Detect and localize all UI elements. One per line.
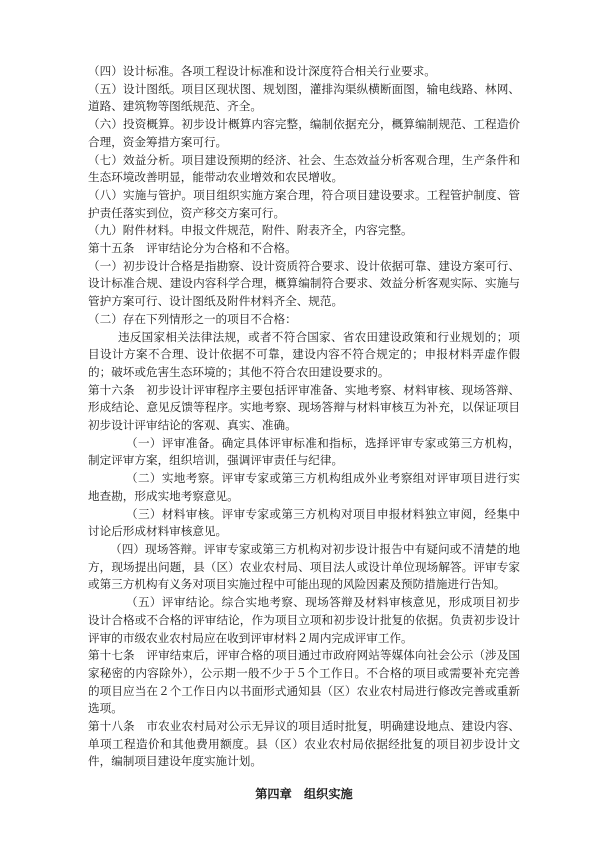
article-15: 第十五条 评审结论分为合格和不合格。: [88, 241, 297, 256]
paragraph-qualified-definition: （一）初步设计合格是指勘察、设计资质符合要求、设计依据可靠、建设方案可行、设计标准合规、建设内容科学合理，概算编制符合要求、效益分析客观实际、实施与管护方案可行、设计图纸及附件材料齐全、规范。: [88, 258, 520, 309]
article-17: 第十七条 评审结束后，评审合格的项目通过市政府网站等媒体向社会公示（涉及国家秘密的内容除外），公示期一般不少于５个工作日。不合格的项目或需要补充完善的项目应当在２个工作日内以书面形式通知县（区）农业农村局进行修改完善或重新选项。: [88, 648, 520, 716]
paragraph-design-standard: （四）设计标准。各项工程设计标准和设计深度符合相关行业要求。: [88, 64, 436, 78]
paragraph-attachments: （九）附件材料。申报文件规范，附件、附表齐全，内容完整。: [88, 223, 413, 238]
paragraph-unqualified-cases: 违反国家相关法律法规，或者不符合国家、省农田建设政策和行业规划的；项目设计方案不合理、设计依据不可靠，建设内容不符合规定的；申报材料弄虚作假的；破坏或危害生态环境的；其他不符合农田建设要求的。: [88, 329, 520, 379]
paragraph-implementation-management: （八）实施与管护。项目组织实施方案合理，符合项目建设要求。工程管护制度、管护责任落实到位，资产移交方案可行。: [88, 187, 520, 220]
article-18: 第十八条 市农业农村局对公示无异议的项目适时批复，明确建设地点、建设内容、单项工程造价和其他费用额度。县（区）农业农村局依据经批复的项目初步设计文件，编制项目建设年度实施计划。: [88, 719, 520, 769]
document-body: [88, 63, 520, 803]
paragraph-material-review: （三）材料审核。评审专家或第三方机构对项目申报材料独立审阅，经集中讨论后形成材料审核意见。: [88, 506, 520, 539]
paragraph-unqualified-intro: （二）存在下列情形之一的项目不合格：: [88, 311, 297, 326]
paragraph-onsite-defense: （四）现场答辩。评审专家或第三方机构对初步设计报告中有疑问或不清楚的地方，现场提出问题，县（区）农业农村局、项目法人或设计单位现场解答。评审专家或第三方机构有义务对项目实施过程中可能出现的风险因素及预防措施进行告知。: [88, 541, 520, 592]
chapter-heading: 第四章 组织实施: [255, 787, 353, 802]
paragraph-review-conclusion: （五）评审结论。综合实地考察、现场答辩及材料审核意见，形成项目初步设计合格或不合格的评审结论，作为项目立项和初步设计批复的依据。负责初步设计评审的市级农业农村局应在收到评审材料２周内完成评审工作。: [88, 595, 520, 645]
paragraph-site-inspection: （二）实地考察。评审专家或第三方机构组成外业考察组对评审项目进行实地查勘，形成实地考察意见。: [88, 471, 520, 503]
article-16: 第十六条 初步设计评审程序主要包括评审准备、实地考察、材料审核、现场答辩、形成结论、意见反馈等程序。实地考察、现场答辩与材料审核互为补充，以保证项目初步设计评审结论的客观、真实、准确。: [88, 382, 520, 433]
paragraph-review-preparation: （一）评审准备。确定具体评审标准和指标，选择评审专家或第三方机构，制定评审方案，组织培训，强调评审责任与纪律。: [88, 435, 520, 468]
paragraph-benefit-analysis: （七）效益分析。项目建设预期的经济、社会、生态效益分析客观合理，生产条件和生态环境改善明显，能带动农业增效和农民增收。: [88, 152, 520, 185]
paragraph-design-drawings: （五）设计图纸。项目区现状图、规划图，灌排沟渠纵横断面图，输电线路、林网、道路、建筑物等图纸规范、齐全。: [88, 81, 520, 114]
paragraph-investment-estimate: （六）投资概算。初步设计概算内容完整，编制依据充分，概算编制规范、工程造价合理，资金筹措方案可行。: [88, 117, 520, 149]
